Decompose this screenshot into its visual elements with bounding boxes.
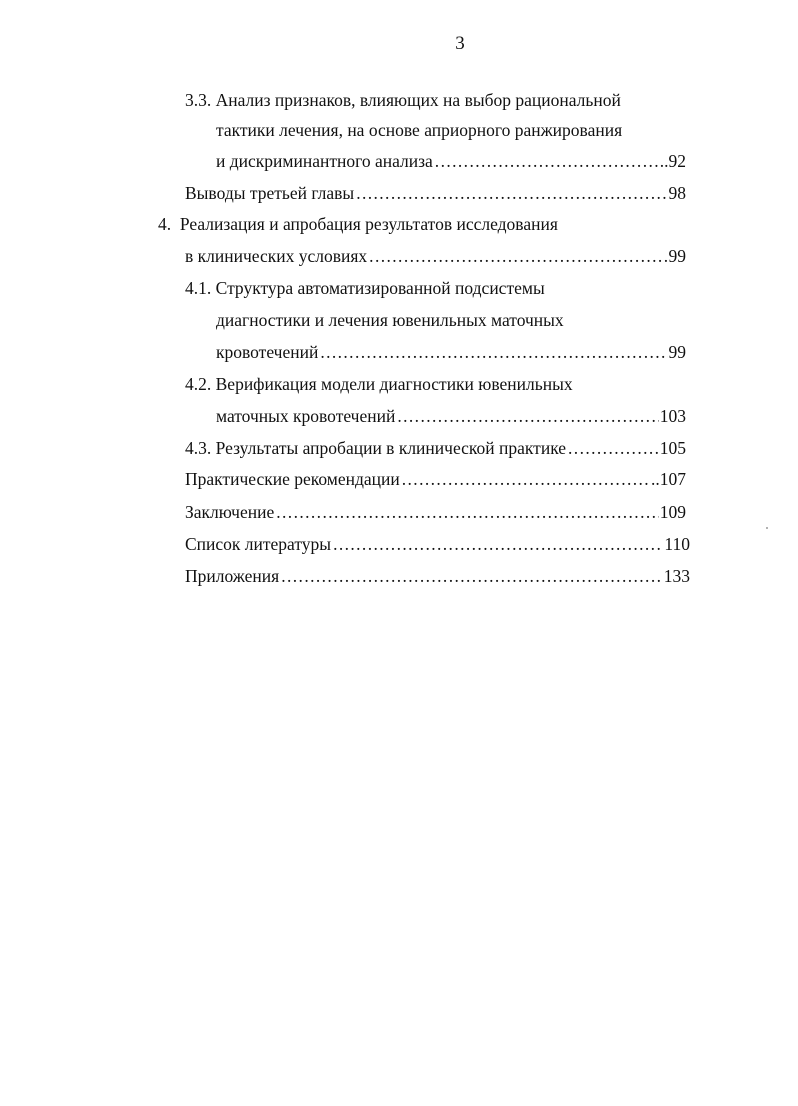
toc-entry-3-3-page: ..92 [659, 151, 686, 171]
toc-entry-4-1-page: 99 [668, 342, 686, 362]
toc-entry-conclusions-ch3-page: 98 [668, 183, 686, 203]
toc-entry-chapter-4-line1 [158, 214, 686, 240]
dot-leader [397, 406, 658, 427]
toc-entry-4-3 [185, 438, 686, 464]
dot-leader [435, 151, 659, 172]
toc-entry-3-3-title: 3.3. Анализ признаков, влияющих на выбор рациональной [185, 90, 621, 110]
toc-entry-4-2-line1 [185, 374, 685, 400]
scan-speck [766, 527, 768, 529]
toc-entry-chapter-4-line2 [185, 246, 686, 272]
toc-entry-4-1-line3 [216, 342, 686, 368]
toc-entry-4-3-title: 4.3. Результаты апробации в клинической практике [185, 438, 567, 458]
dot-leader [568, 438, 659, 459]
toc-entry-4-1-title-end: кровотечений [216, 342, 319, 362]
toc-entry-4-1-line1 [185, 278, 685, 304]
dot-leader [276, 502, 659, 523]
toc-entry-3-3-title-cont: тактики лечения, на основе априорного ранжирования [216, 120, 623, 140]
toc-entry-3-3-line2 [216, 120, 686, 146]
toc-entry-conclusion [185, 502, 686, 528]
toc-entry-4-1-line2 [216, 310, 686, 336]
toc-entry-4-1-title-cont: диагностики и лечения ювенильных маточных [216, 310, 564, 330]
toc-entry-appendices [185, 566, 690, 592]
toc-entry-3-3-line3 [216, 151, 686, 177]
dot-leader [333, 534, 663, 555]
toc-entry-conclusions-ch3-title: Выводы третьей главы [185, 183, 355, 203]
toc-entry-4-1-title: 4.1. Структура автоматизированной подсистемы [185, 278, 545, 298]
toc-entry-references [185, 534, 690, 560]
toc-entry-chapter-4-title-end: в клинических условиях [185, 246, 368, 266]
toc-entry-appendices-page: 133 [663, 566, 690, 586]
toc-entry-4-2-page: 103 [659, 406, 686, 426]
toc-entry-4-2-title-end: маточных кровотечений [216, 406, 396, 426]
dot-leader [369, 246, 667, 267]
dot-leader [320, 342, 667, 363]
toc-entry-conclusion-title: Заключение [185, 502, 275, 522]
toc-entry-3-3-title-end: и дискриминантного анализа [216, 151, 433, 171]
toc-entry-chapter-4-title: 4. Реализация и апробация результатов исследования [158, 214, 558, 234]
toc-entry-practical [185, 469, 686, 495]
toc-entry-appendices-title: Приложения [185, 566, 280, 586]
toc-entry-conclusions-ch3 [185, 183, 686, 209]
toc-entry-references-title: Список литературы [185, 534, 332, 554]
toc-entry-practical-page: ..107 [651, 469, 686, 489]
toc-entry-4-2-line2 [216, 406, 686, 432]
toc-entry-4-3-page: 105 [659, 438, 686, 458]
toc-entry-practical-title: Практические рекомендации [185, 469, 400, 489]
toc-entry-references-page: 110 [664, 534, 690, 554]
toc-entry-4-2-title: 4.2. Верификация модели диагностики ювенильных [185, 374, 573, 394]
dot-leader [281, 566, 663, 587]
dot-leader [356, 183, 667, 204]
toc-entry-chapter-4-page: 99 [668, 246, 686, 266]
toc-entry-conclusion-page: 109 [659, 502, 686, 522]
dot-leader [402, 469, 650, 490]
page-number: 3 [455, 33, 465, 54]
toc-entry-3-3-line1 [185, 90, 685, 116]
